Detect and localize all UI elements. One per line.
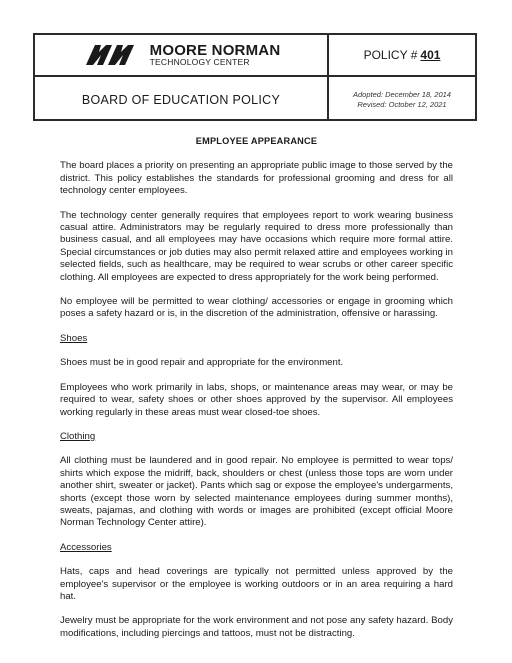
- document-title: EMPLOYEE APPEARANCE: [195, 136, 318, 146]
- policy-dates: [329, 81, 475, 119]
- intro-paragraph-1: The board places a priority on presenting an appropriate public image to those served by the district. This policy establishes the standards for professional grooming and dress for all technology center employees.: [60, 160, 453, 197]
- mntc-logo-icon: [82, 44, 140, 66]
- accessories-paragraph-2: Jewelry must be appropriate for the work environment and not pose any safety hazard. Body modifications, including piercings and tattoos, must not be distracting.: [60, 615, 453, 639]
- revised-date: Revised: October 12, 2021: [357, 100, 447, 109]
- clothing-paragraph-1: All clothing must be laundered and in good repair. No employee is permitted to wear tops/ shirts which expose the midriff, back, shoulders or chest (unless those tops are worn under another shirt, sweater or jacket). Pants which sag or expose the employee's undergarments, shorts (except those worn by selected maintenance employees during summer months), sweats, pajamas, and clothing with words or images are prohibited (except official Moore Norman Technology Center attire).: [60, 455, 453, 529]
- shoes-heading: Shoes: [60, 332, 88, 344]
- logo-text: [150, 43, 281, 67]
- policy-number: 401: [420, 48, 441, 62]
- intro-paragraph-3: No employee will be permitted to wear clothing/ accessories or engage in grooming which poses a safety hazard or is, in the discretion of the administration, offensive or harassing.: [60, 296, 453, 320]
- board-title: BOARD OF EDUCATION POLICY: [81, 93, 281, 107]
- document-body: [60, 135, 453, 652]
- org-subtitle: TECHNOLOGY CENTER: [149, 57, 250, 67]
- org-name: MOORE NORMAN: [149, 42, 281, 59]
- shoes-paragraph-2: Employees who work primarily in labs, shops, or maintenance areas may wear, or may be required to wear, safety shoes or other shoes approved by the supervisor. All employees working regularly in these areas must wear closed-toe shoes.: [60, 381, 453, 418]
- intro-paragraph-2: The technology center generally requires that employees report to work wearing business casual attire. Administrators may be regularly required to dress more professionally than business casual, and all employees may have occasions which require more formal attire. Special circumstances or job duties may also permit relaxed attire and employees working in selected fields, such as healthcare, may be required to wear scrubs or other career specific clothing. All employees are expected to dress appropriately for the work being performed.: [60, 209, 453, 283]
- header-left-panel: [35, 35, 329, 119]
- logo: [35, 35, 327, 77]
- policy-label: POLICY #: [363, 48, 418, 62]
- policy-number-row: [329, 35, 475, 77]
- clothing-heading: Clothing: [60, 430, 96, 442]
- shoes-paragraph-1: Shoes must be in good repair and appropriate for the environment.: [60, 357, 344, 369]
- accessories-heading: Accessories: [60, 541, 112, 553]
- header-right-panel: [329, 35, 475, 119]
- policy-header: [33, 33, 477, 121]
- adopted-date: Adopted: December 18, 2014: [353, 90, 451, 99]
- accessories-paragraph-1: Hats, caps and head coverings are typically not permitted unless approved by the employee's supervisor or the employee is working outdoors or in an area requiring a hard hat.: [60, 566, 453, 602]
